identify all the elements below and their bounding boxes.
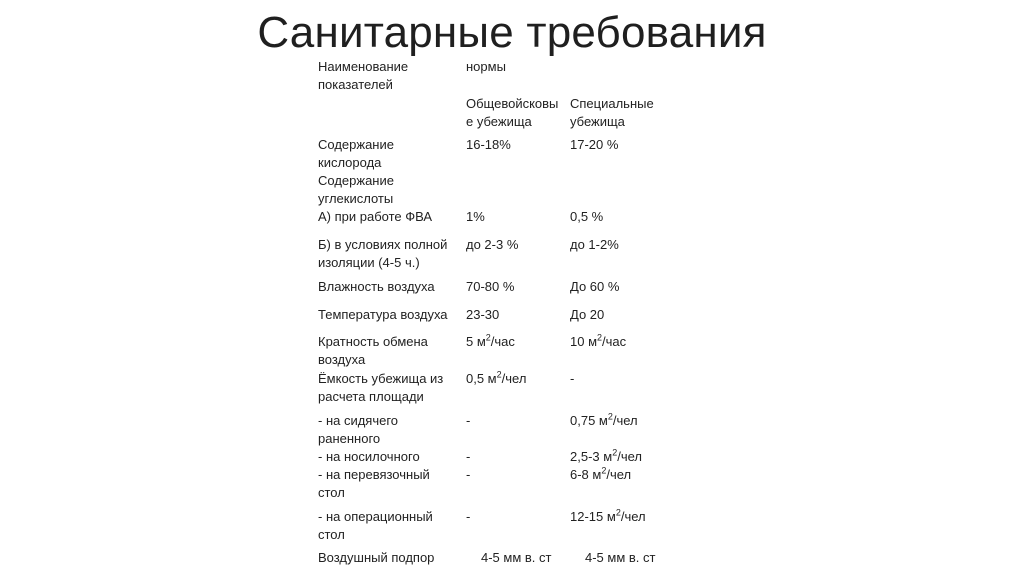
row-label-line1: Б) в условиях полной: [318, 237, 448, 252]
row-label-line1: - на операционный: [318, 509, 433, 524]
header-norms: нормы: [466, 59, 506, 74]
row-seated-label: [318, 412, 398, 448]
row-label-line1: Содержание: [318, 173, 394, 188]
row-label-line2: углекислоты: [318, 191, 394, 206]
row-co2-isolation-general: до 2-3 %: [466, 237, 519, 252]
row-air-exchange-general: 5 $м^2$/час: [466, 332, 515, 349]
row-label-line1: Ёмкость убежища из: [318, 371, 444, 386]
row-pressure-special: 4-5 мм в. ст: [585, 550, 656, 565]
header-indicator-line2: показателей: [318, 77, 393, 92]
row-air-exchange-label: [318, 333, 428, 369]
header-special-line1: Специальные: [570, 96, 654, 111]
header-special-line2: убежища: [570, 114, 625, 129]
row-temperature-general: 23-30: [466, 307, 500, 322]
header-general-shelters: [466, 95, 558, 131]
row-humidity-label: Влажность воздуха: [318, 279, 435, 294]
row-label-line1: - на сидячего: [318, 413, 399, 428]
row-co2-label: [318, 172, 394, 208]
row-temperature-special: До 20: [570, 307, 605, 322]
row-oxygen-general: 16-18%: [466, 137, 511, 152]
header-indicator: [318, 58, 408, 94]
row-label-line1: Кратность обмена: [318, 334, 428, 349]
row-capacity-special: -: [570, 371, 575, 386]
row-oxygen-label: [318, 136, 394, 172]
row-label-line2: расчета площади: [318, 389, 424, 404]
row-co2-fva-label: А) при работе ФВА: [318, 209, 433, 224]
row-co2-fva-general: 1%: [466, 209, 485, 224]
row-capacity-general: 0,5 $м^2$/чел: [466, 369, 527, 386]
row-label-line2: воздуха: [318, 352, 366, 367]
row-seated-general: -: [466, 413, 471, 428]
row-temperature-label: Температура воздуха: [318, 307, 448, 322]
row-co2-isolation-special: до 1-2%: [570, 237, 619, 252]
row-label-line1: Содержание: [318, 137, 394, 152]
row-operating-general: -: [466, 509, 471, 524]
row-label-line1: - на перевязочный: [318, 467, 430, 482]
row-pressure-general: 4-5 мм в. ст: [481, 550, 552, 565]
row-stretcher-label: - на носилочного: [318, 449, 420, 464]
row-stretcher-general: -: [466, 449, 471, 464]
header-indicator-line1: Наименование: [318, 59, 409, 74]
row-operating-special: 12-15 $м^2$/чел: [570, 507, 646, 524]
row-operating-label: [318, 508, 433, 544]
slide-title: Санитарные требования: [257, 8, 767, 57]
row-co2-isolation-label: [318, 236, 447, 272]
row-capacity-label: [318, 370, 443, 406]
row-air-exchange-special: 10 $м^2$/час: [570, 332, 627, 349]
row-humidity-general: 70-80 %: [466, 279, 515, 294]
row-humidity-special: До 60 %: [570, 279, 620, 294]
row-label-line2: стол: [318, 527, 345, 542]
row-dressing-label: [318, 466, 430, 502]
row-label-line2: изоляции (4-5 ч.): [318, 255, 420, 270]
row-pressure-label: Воздушный подпор: [318, 550, 435, 565]
row-dressing-special: 6-8 $м^2$/чел: [570, 465, 632, 482]
row-label-line2: стол: [318, 485, 345, 500]
header-general-line2: е убежища: [466, 114, 532, 129]
row-dressing-general: -: [466, 467, 471, 482]
row-seated-special: 0,75 $м^2$/чел: [570, 411, 638, 428]
row-oxygen-special: 17-20 %: [570, 137, 619, 152]
row-co2-fva-special: 0,5 %: [570, 209, 604, 224]
header-special-shelters: [570, 95, 654, 131]
row-stretcher-special: 2,5-3 $м^2$/чел: [570, 447, 642, 464]
row-label-line2: кислорода: [318, 155, 382, 170]
row-label-line2: раненного: [318, 431, 381, 446]
header-general-line1: Общевойсковы: [466, 96, 559, 111]
